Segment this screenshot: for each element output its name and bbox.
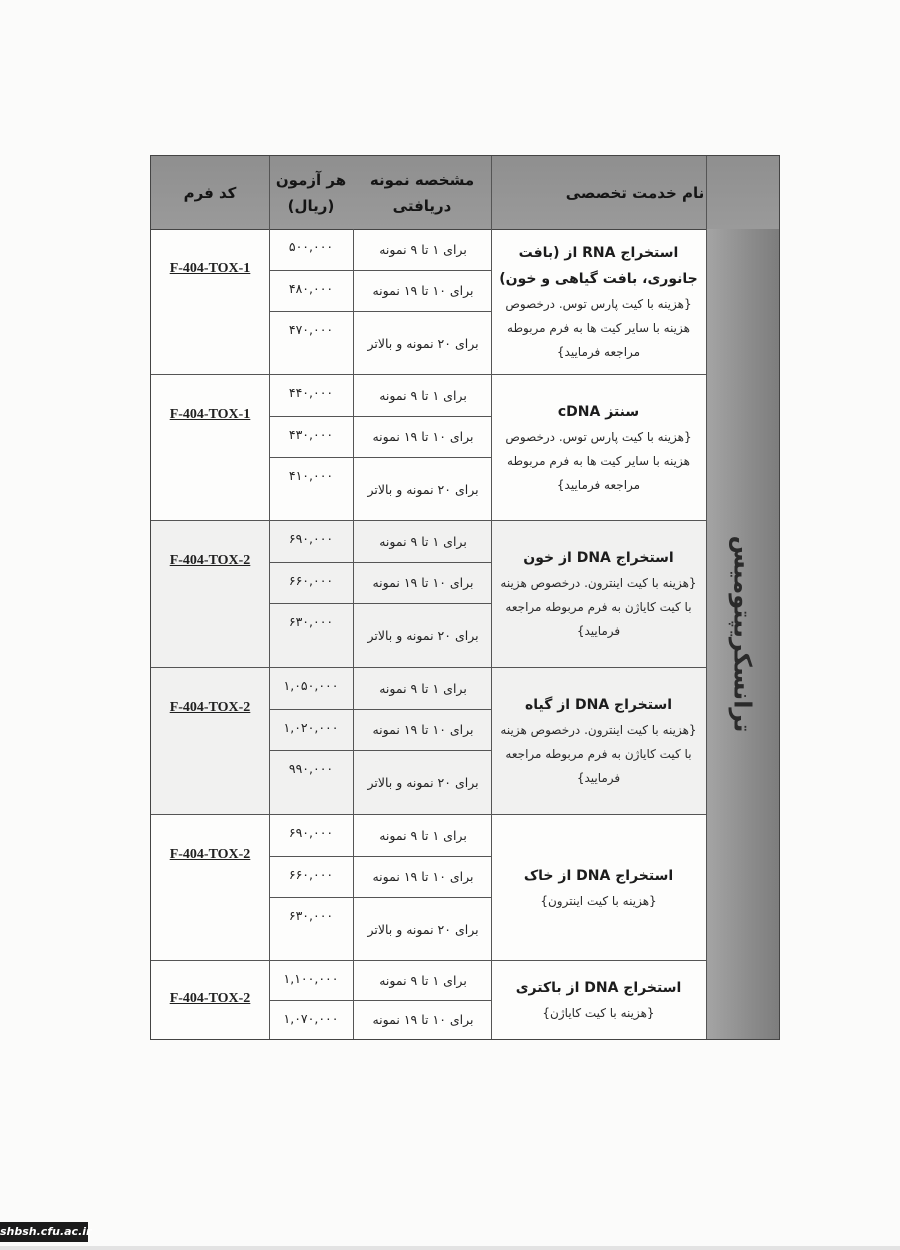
tier-row [269, 521, 491, 562]
category-label-wrap [706, 229, 779, 1039]
tier-label: برای ۱ تا ۹ نمونه [353, 668, 492, 709]
service-group [151, 375, 706, 521]
header-service-name: نام خدمت تخصصی [565, 183, 705, 202]
service-title: سنتز cDNA [557, 403, 640, 420]
tier-row [269, 1000, 491, 1039]
tier-row [269, 562, 491, 603]
form-code: F-404-TOX-2 [169, 700, 251, 715]
tier-price: ۶۶۰,۰۰۰ [288, 867, 334, 882]
site-badge: shbsh.cfu.ac.ir [0, 1222, 88, 1242]
tier-price: ۶۶۰,۰۰۰ [288, 573, 334, 588]
service-cell [491, 668, 706, 814]
tier-label: برای ۱ تا ۹ نمونه [353, 229, 492, 270]
service-note: {هزینه با کیت اینترون} [540, 893, 657, 908]
form-code: F-404-TOX-2 [169, 991, 251, 1006]
category-label: ترانسکریپتومیس [728, 535, 757, 733]
tier-price: ۶۹۰,۰۰۰ [288, 531, 334, 546]
tier-row [269, 856, 491, 897]
tier-row [269, 897, 491, 961]
tier-price: ۴۴۰,۰۰۰ [288, 385, 334, 400]
service-title: استخراج DNA از خون [523, 550, 674, 566]
tier-label: برای ۱۰ تا ۱۹ نمونه [353, 1001, 492, 1039]
column-divider [706, 156, 707, 1039]
tier-row [269, 750, 491, 815]
tier-row [269, 416, 491, 457]
service-note: {هزینه با کیت پارس توس. درخصوص هزینه با سایر کیت ها به فرم مربوطه مراجعه فرمایید} [505, 296, 692, 359]
service-note: {هزینه با کیت پارس توس. درخصوص هزینه با سایر کیت ها به فرم مربوطه مراجعه فرمایید} [505, 429, 692, 492]
tier-row [269, 457, 491, 521]
service-note: {هزینه با کیت اینترون. درخصوص هزینه با کیت کایاژن به فرم مربوطه مراجعه فرمایید} [500, 723, 697, 785]
tier-label: برای ۲۰ نمونه و بالاتر [353, 604, 492, 668]
column-divider [491, 156, 492, 1039]
tier-label: برای ۲۰ نمونه و بالاتر [353, 751, 492, 815]
service-group [151, 229, 706, 375]
tier-price: ۴۸۰,۰۰۰ [288, 281, 334, 296]
price-table [150, 155, 780, 1040]
service-group [151, 961, 706, 1039]
tier-price: ۴۷۰,۰۰۰ [288, 322, 334, 337]
tier-price: ۵۰۰,۰۰۰ [288, 239, 334, 254]
tier-row [269, 229, 491, 270]
tier-price: ۹۹۰,۰۰۰ [288, 761, 334, 776]
tier-label: برای ۱۰ تا ۱۹ نمونه [353, 417, 492, 457]
service-group [151, 521, 706, 668]
service-note: {هزینه با کیت اینترون. درخصوص هزینه با کیت کایاژن به فرم مربوطه مراجعه فرمایید} [500, 576, 697, 638]
service-title: استخراج DNA از گیاه [525, 697, 673, 713]
service-cell [491, 815, 706, 960]
form-code: F-404-TOX-1 [169, 261, 251, 276]
scan-edge [0, 1246, 900, 1250]
tier-label: برای ۱۰ تا ۱۹ نمونه [353, 710, 492, 750]
tier-price: ۱,۱۰۰,۰۰۰ [283, 971, 339, 986]
form-code: F-404-TOX-2 [169, 553, 251, 568]
tier-price: ۱,۰۷۰,۰۰۰ [283, 1011, 339, 1026]
tier-price: ۱,۰۲۰,۰۰۰ [283, 720, 339, 735]
service-title: استخراج DNA از خاک [523, 867, 674, 884]
column-divider [269, 156, 270, 1039]
service-title: استخراج RNA از (بافت جانوری، بافت گیاهی و خون) [499, 244, 698, 287]
tier-label: برای ۱۰ تا ۱۹ نمونه [353, 563, 492, 603]
header-price: هر آزمون (ریال) [275, 170, 347, 215]
form-code: F-404-TOX-2 [169, 847, 251, 862]
tier-row [269, 815, 491, 856]
tier-price: ۶۳۰,۰۰۰ [288, 614, 334, 629]
service-group [151, 815, 706, 961]
service-cell [491, 961, 706, 1039]
tier-row [269, 668, 491, 709]
tier-label: برای ۱ تا ۹ نمونه [353, 815, 492, 856]
service-note: {هزینه با کیت کایاژن} [542, 1006, 655, 1020]
tier-price: ۴۱۰,۰۰۰ [288, 468, 334, 483]
tier-label: برای ۱۰ تا ۱۹ نمونه [353, 271, 492, 311]
tier-row [269, 270, 491, 311]
tier-label: برای ۱ تا ۹ نمونه [353, 521, 492, 562]
form-code: F-404-TOX-1 [169, 407, 251, 422]
tier-row [269, 603, 491, 668]
tier-price: ۶۹۰,۰۰۰ [288, 825, 334, 840]
tier-price: ۱,۰۵۰,۰۰۰ [283, 678, 339, 693]
tier-label: برای ۲۰ نمونه و بالاتر [353, 898, 492, 961]
tier-label: برای ۲۰ نمونه و بالاتر [353, 458, 492, 521]
service-cell [491, 521, 706, 667]
tier-label: برای ۲۰ نمونه و بالاتر [353, 312, 492, 375]
tier-label: برای ۱۰ تا ۱۹ نمونه [353, 857, 492, 897]
tier-label: برای ۱ تا ۹ نمونه [353, 375, 492, 416]
tier-price: ۴۳۰,۰۰۰ [288, 427, 334, 442]
tier-row [269, 709, 491, 750]
header-sample-spec: مشخصه نمونه دریافتی [369, 170, 475, 215]
tier-label: برای ۱ تا ۹ نمونه [353, 961, 492, 1000]
header-form-code: کد فرم [183, 183, 237, 202]
tier-row [269, 961, 491, 1000]
tier-row [269, 311, 491, 375]
tier-price: ۶۳۰,۰۰۰ [288, 908, 334, 923]
service-cell [491, 229, 706, 374]
service-cell [491, 375, 706, 520]
tier-row [269, 375, 491, 416]
service-group [151, 668, 706, 815]
service-title: استخراج DNA از باکتری [515, 980, 682, 996]
